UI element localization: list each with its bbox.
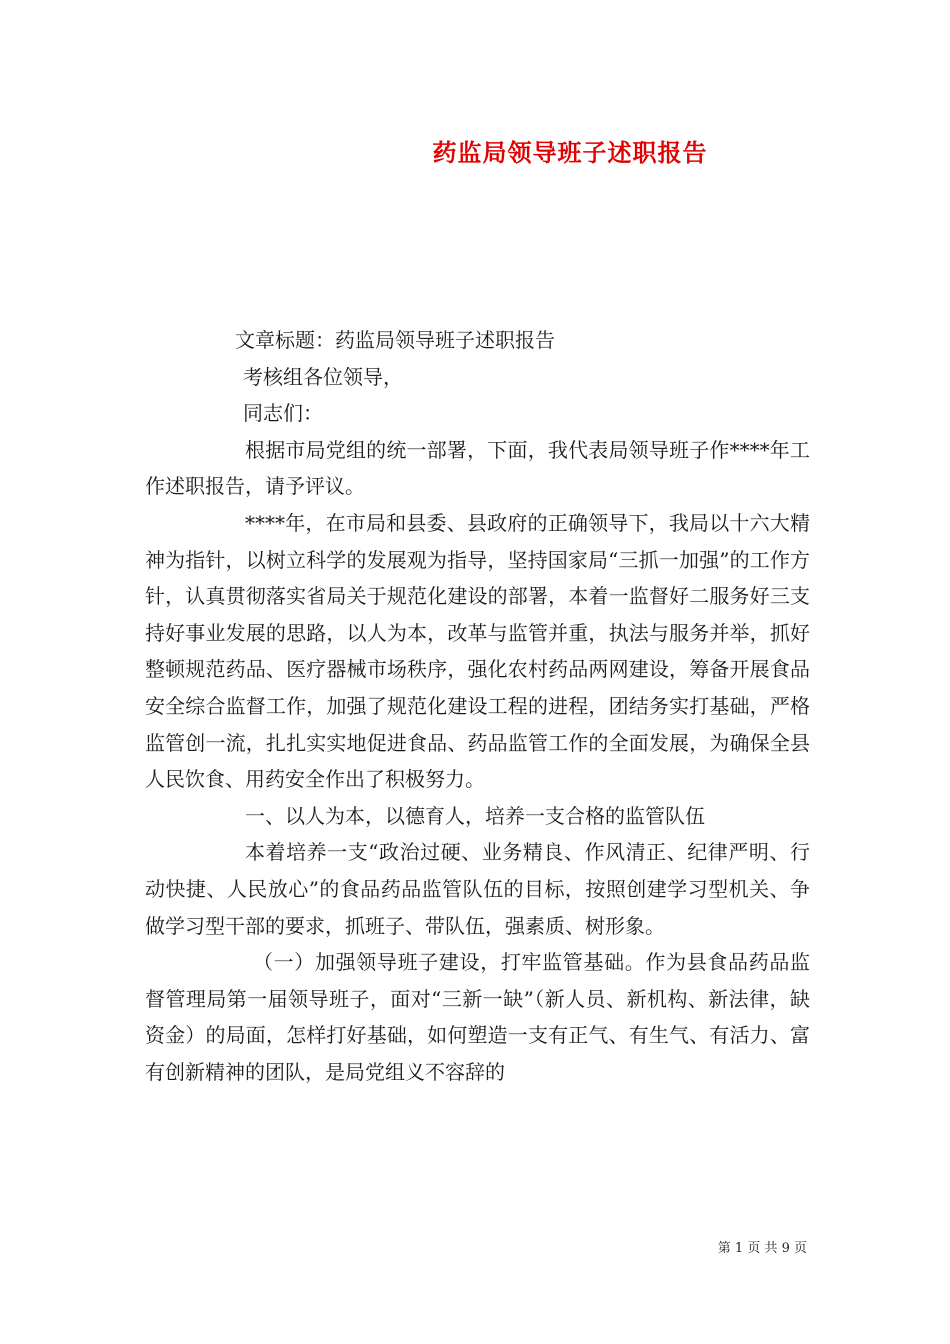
section-heading: 一、以人为本，以德育人，培养一支合格的监管队伍 — [245, 803, 705, 828]
page-number: 第 1 页 共 9 页 — [717, 1241, 807, 1256]
body-paragraph: ****年，在市局和县委、县政府的正确领导下，我局以十六大精神为指针，以树立科学的发展观为指导，坚持国家局“三抓一加强”的工作方针，认真贯彻落实省局关于规范化建设的部署，本着一监督好二服务好三支持好事业发展的思路，以人为本，改革与监管并重，执法与服务并举，抓好整顿规范药品、医疗器械市场秩序，强化农村药品两网建设，筹备开展食品安全综合监督工作，加强了规范化建设工程的进程，团结务实打基础，严格监管创一流，扎扎实实地促进食品、药品监管工作的全面发展，为确保全县人民饮食、用药安全作出了积极努力。 — [145, 510, 810, 792]
salutation-line: 同志们： — [243, 401, 323, 426]
body-paragraph: 本着培养一支“政治过硬、业务精良、作风清正、纪律严明、行动快捷、人民放心”的食品药品监管队伍的目标，按照创建学习型机关、争做学习型干部的要求，抓班子、带队伍，强素质、树形象。 — [145, 840, 810, 938]
article-title-line: 文章标题：药监局领导班子述职报告 — [235, 328, 555, 352]
salutation-line: 考核组各位领导， — [243, 364, 403, 389]
document-title: 药监局领导班子述职报告 — [432, 138, 708, 167]
body-paragraph: 根据市局党组的统一部署，下面，我代表局领导班子作****年工作述职报告，请予评议。 — [145, 437, 810, 499]
document-body — [145, 322, 810, 1090]
body-paragraph: （一）加强领导班子建设，打牢监管基础。作为县食品药品监督管理局第一届领导班子，面对“三新一缺”（新人员、新机构、新法律，缺资金）的局面，怎样打好基础，如何塑造一支有正气、有生气、有活力、富有创新精神的团队，是局党组义不容辞的 — [145, 950, 810, 1084]
